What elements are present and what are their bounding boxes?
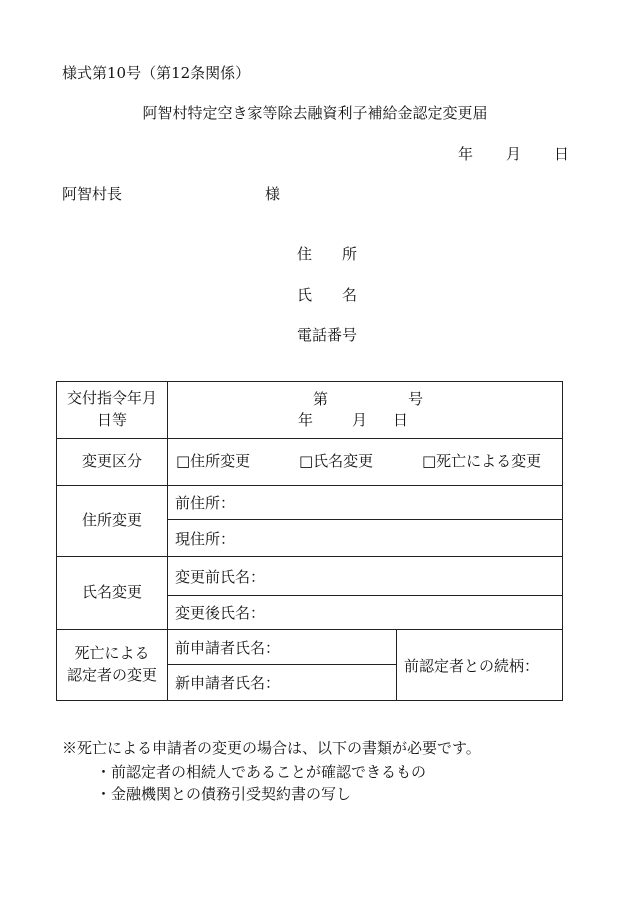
note-item-debt-contract: ・金融機関との債務引受契約書の写し — [96, 785, 352, 803]
note-main: ※死亡による申請者の変更の場合は、以下の書類が必要です。 — [62, 739, 481, 757]
name-change-label: 氏名変更 — [57, 557, 168, 630]
new-name-field[interactable]: 変更後氏名： — [168, 596, 563, 630]
change-form-table — [56, 381, 563, 701]
grant-label-cell — [57, 382, 168, 439]
date-month-label: 月 — [506, 145, 522, 163]
note-item-heir-proof: ・前認定者の相続人であることが確認できるもの — [96, 763, 427, 781]
form-number: 様式第10号（第12条関係） — [62, 64, 251, 82]
old-name-field[interactable]: 変更前氏名： — [168, 557, 563, 596]
grant-label-line1: 交付指令年月 — [66, 389, 157, 408]
relationship-field[interactable]: 前認定者との続柄： — [397, 630, 563, 701]
grant-year: 年 — [298, 411, 314, 429]
addressee-honorific: 様 — [265, 185, 281, 203]
applicant-name-label: 氏 名 — [297, 286, 358, 304]
prev-applicant-row — [57, 630, 563, 665]
new-applicant-field[interactable]: 新申請者氏名： — [168, 665, 397, 701]
option-address-change[interactable]: □住所変更 — [176, 452, 251, 470]
old-address-row — [57, 486, 563, 520]
grant-month: 月 — [352, 411, 368, 429]
applicant-phone-label: 電話番号 — [297, 326, 358, 344]
grant-value-cell[interactable] — [168, 382, 563, 439]
change-type-row — [57, 439, 563, 486]
grant-number-go: 号 — [408, 390, 424, 408]
death-change-label-line2: 認定者の変更 — [66, 666, 157, 684]
applicant-address-label: 住 所 — [297, 245, 358, 263]
grant-label-line2: 日等 — [96, 411, 127, 429]
date-year-label: 年 — [458, 145, 474, 163]
address-change-label: 住所変更 — [57, 486, 168, 557]
date-day-label: 日 — [554, 145, 570, 163]
option-death-change[interactable]: □死亡による変更 — [422, 452, 542, 470]
addressee: 阿智村長 — [62, 185, 123, 203]
change-type-label: 変更区分 — [57, 439, 168, 486]
death-change-label-line1: 死亡による — [74, 644, 150, 663]
option-name-change[interactable]: □氏名変更 — [299, 452, 374, 470]
old-name-row — [57, 557, 563, 596]
old-address-field[interactable]: 前住所： — [168, 486, 563, 520]
grant-day: 日 — [393, 411, 409, 429]
death-change-label-cell — [57, 630, 168, 701]
change-type-options — [168, 439, 563, 486]
prev-applicant-field[interactable]: 前申請者氏名： — [168, 630, 397, 665]
grant-row — [57, 382, 563, 439]
document-title: 阿智村特定空き家等除去融資利子補給金認定変更届 — [142, 104, 488, 122]
new-address-field[interactable]: 現住所： — [168, 520, 563, 557]
grant-number-dai: 第 — [313, 390, 329, 408]
